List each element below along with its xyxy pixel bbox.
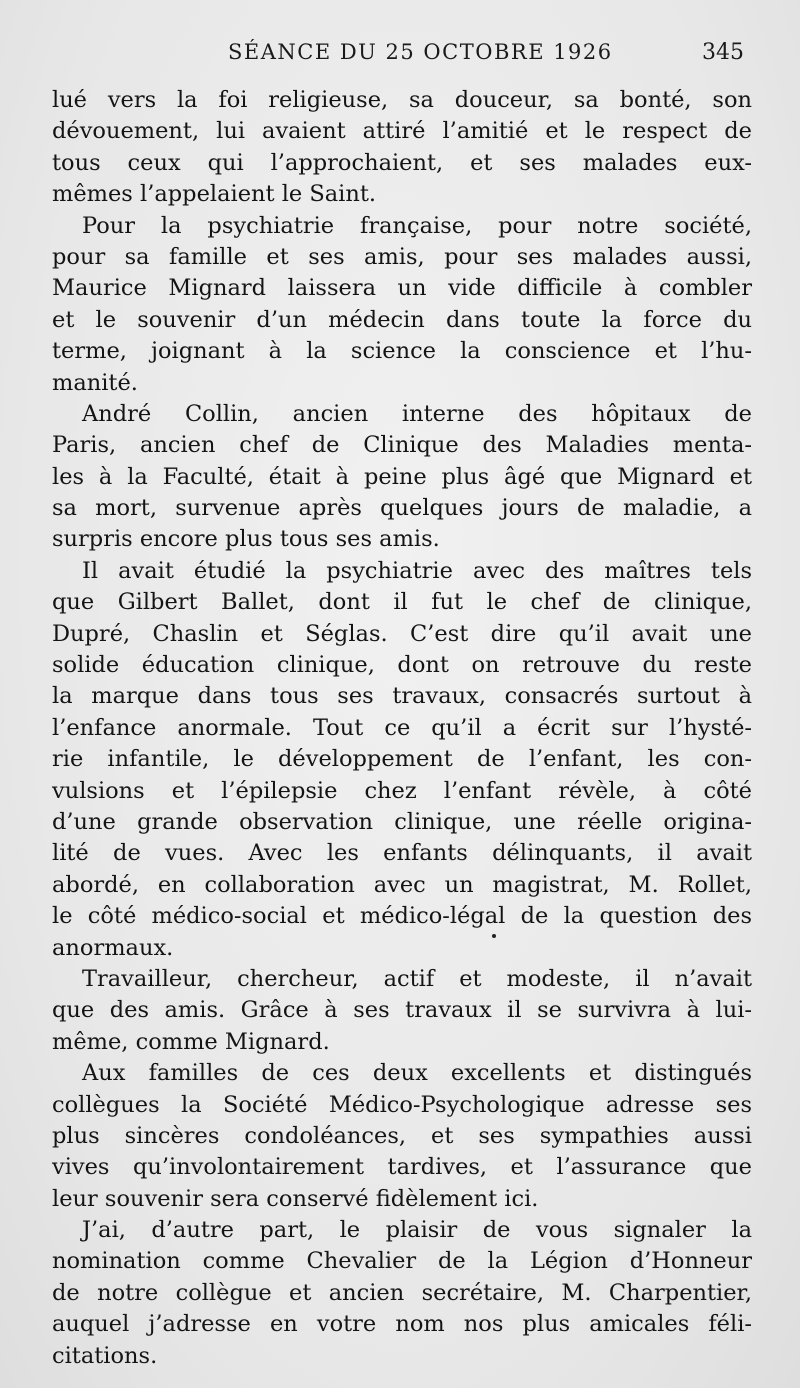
text-line: Travailleur, chercheur, actif et modeste, il n’avait [82,965,752,992]
text-line: Maurice Mignard laissera un vide difficile à combler [52,275,752,302]
text-line: auquel j’adresse en votre nom nos plus amicales féli- [52,1311,752,1338]
text-line: sa mort, survenue après quelques jours de maladie, a [52,495,752,522]
text-line: Dupré, Chaslin et Séglas. C’est dire qu’il avait une [52,620,752,647]
text-line: plus sincères condoléances, et ses sympathies aussi [52,1122,752,1149]
paragraph [52,1215,752,1372]
text-line: le côté médico-social et médico-légal de la question des [52,903,752,930]
paragraph [52,85,752,211]
text-line: Aux familles de ces deux excellents et distingués [82,1060,752,1087]
text-line: surpris encore plus tous ses amis. [52,526,440,553]
paragraph [52,211,752,399]
text-line: que des amis. Grâce à ses travaux il se survivra à lui- [52,997,752,1024]
page-number: 345 [702,40,744,65]
text-line: anormaux. [52,934,174,961]
text-line: même, comme Mignard. [52,1028,330,1055]
text-line: manité. [52,369,138,396]
text-line: abordé, en collaboration avec un magistrat, M. Rollet, [52,871,752,898]
running-title: SÉANCE DU 25 OCTOBRE 1926 [228,40,613,64]
print-speck [492,934,496,938]
paragraph [52,399,752,556]
text-line: vives qu’involontairement tardives, et l’assurance que [52,1154,752,1181]
text-line: Il avait étudié la psychiatrie avec des maîtres tels [82,557,752,584]
text-line: et le souvenir d’un médecin dans toute la force du [52,306,752,333]
text-line: d’une grande observation clinique, une réelle origina- [52,808,752,835]
text-line: lué vers la foi religieuse, sa douceur, sa bonté, son [52,87,752,113]
text-line: dévouement, lui avaient attiré l’amitié et le respect de [52,118,752,145]
text-line: Paris, ancien chef de Clinique des Maladies menta- [52,432,752,459]
text-line: citations. [52,1342,158,1369]
text-line: vulsions et l’épilepsie chez l’enfant révèle, à côté [52,777,752,804]
text-line: les à la Faculté, était à peine plus âgé que Mignard et [52,463,752,490]
text-line: pour sa famille et ses amis, pour ses malades aussi, [52,243,752,270]
page-header [60,36,748,76]
text-line: solide éducation clinique, dont on retrouve du reste [52,652,752,679]
text-line: collègues la Société Médico-Psychologique adresse ses [52,1091,752,1118]
text-line: Pour la psychiatrie française, pour notre société, [82,212,752,239]
text-line: rie infantile, le développement de l’enfant, les con- [52,746,752,773]
body-text [52,85,752,1372]
text-line: lité de vues. Avec les enfants délinquants, il avait [52,840,752,867]
text-line: nomination comme Chevalier de la Légion d’Honneur [52,1248,752,1275]
text-line: l’enfance anormale. Tout ce qu’il a écrit sur l’hysté- [52,714,752,741]
paragraph [52,556,752,964]
text-line: de notre collègue et ancien secrétaire, M. Charpentier, [52,1279,752,1306]
text-line: André Collin, ancien interne des hôpitaux de [82,400,752,427]
text-line: la marque dans tous ses travaux, consacrés surtout à [52,683,752,710]
text-line: mêmes l’appelaient le Saint. [52,181,377,208]
paragraph [52,964,752,1058]
text-line: tous ceux qui l’approchaient, et ses malades eux- [52,149,752,176]
text-line: J’ai, d’autre part, le plaisir de vous signaler la [82,1217,752,1244]
text-line: que Gilbert Ballet, dont il fut le chef de clinique, [52,589,752,616]
text-line: terme, joignant à la science la conscience et l’hu- [52,338,752,365]
text-line: leur souvenir sera conservé fidèlement ici. [52,1185,539,1212]
paragraph [52,1058,752,1215]
